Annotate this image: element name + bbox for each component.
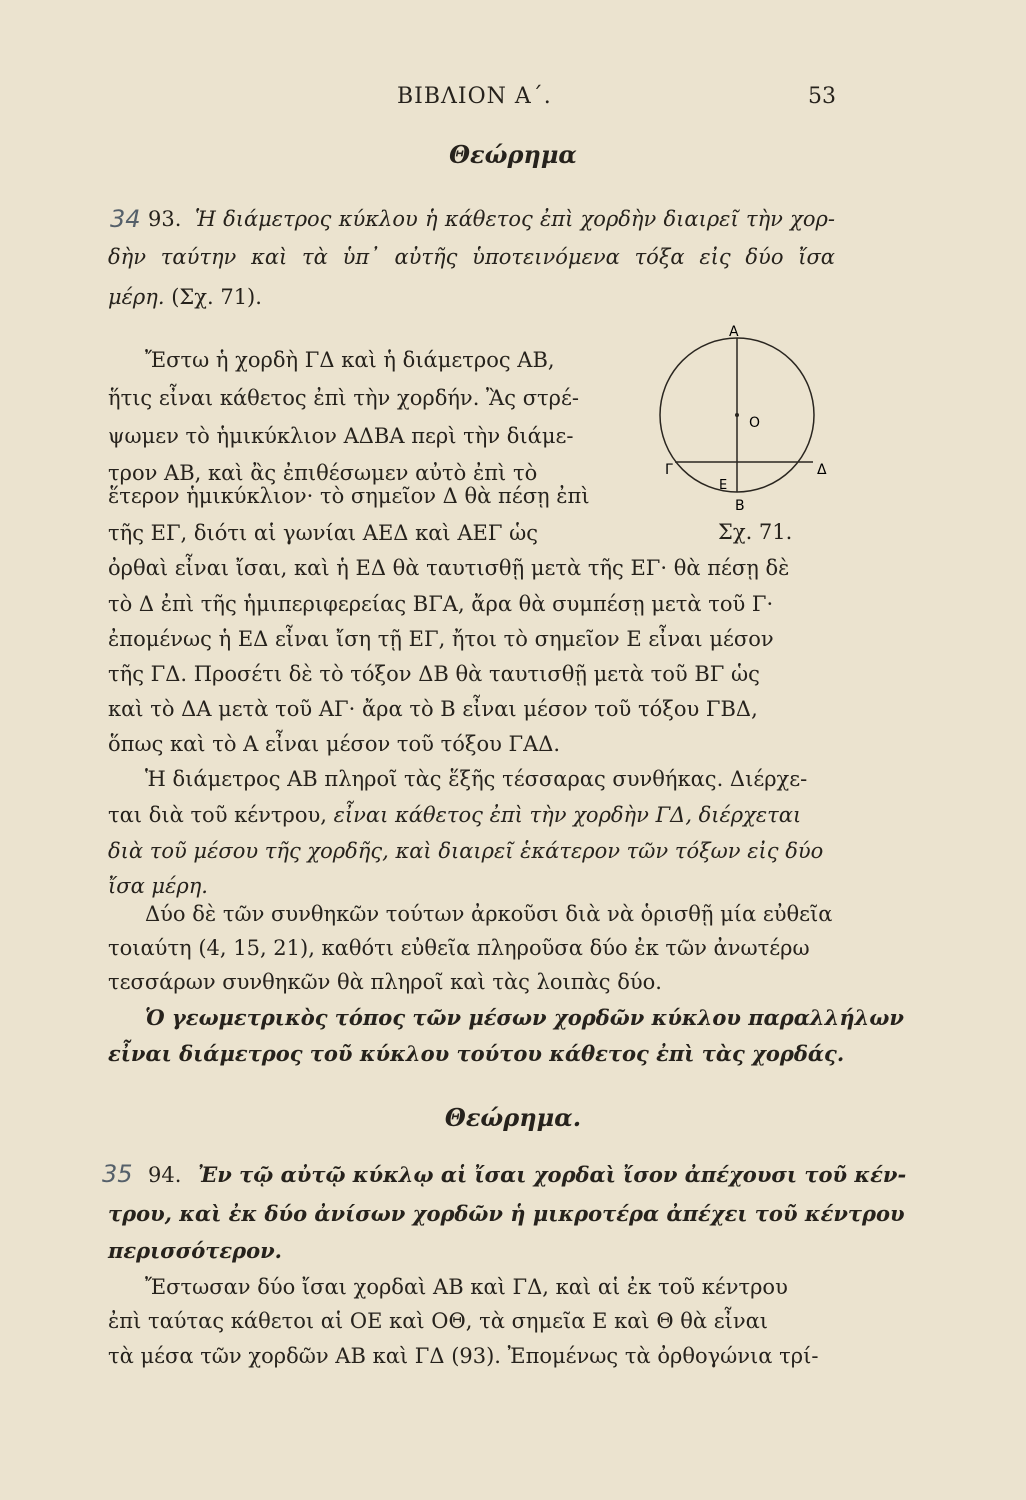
theorem-heading: Θεώρημα — [449, 140, 577, 169]
proof-line: Ἔστωσαν δύο ἴσαι χορδαὶ ΑΒ καὶ ΓΔ, καὶ αἱ ἐκ τοῦ κέντρου — [145, 1275, 788, 1299]
proof-line: τῆς ΓΔ. Προσέτι δὲ τὸ τόξον ΔΒ θὰ ταυτισθῇ μετὰ τοῦ ΒΓ ὡς — [108, 662, 760, 686]
remark-line: Δύο δὲ τῶν συνθηκῶν τούτων ἀρκοῦσι διὰ νὰ ὁρισθῇ μία εὐθεῖα — [145, 902, 833, 926]
proof-line: τῆς ΕΓ, διότι αἱ γωνίαι ΑΕΔ καὶ ΑΕΓ ὡς — [108, 521, 538, 545]
proof-line: ἐπὶ ταύτας κάθετοι αἱ ΟΕ καὶ ΟΘ, τὰ σημεῖα Ε καὶ Θ θὰ εἶναι — [108, 1309, 769, 1333]
conclusion-line: ἴσα μέρη. — [108, 874, 208, 898]
theorem-statement-line: τρου, καὶ ἐκ δύο ἀνίσων χορδῶν ἡ μικροτέρα ἀπέχει τοῦ κέντρου — [108, 1201, 905, 1226]
proof-line: τὸ Δ ἐπὶ τῆς ἡμιπεριφερείας ΒΓΑ, ἄρα θὰ συμπέσῃ μετὰ τοῦ Γ· — [108, 592, 774, 616]
locus-statement: εἶναι διάμετρος τοῦ κύκλου τούτου κάθετος ἐπὶ τὰς χορδάς. — [108, 1041, 845, 1066]
label-O: Ο — [749, 415, 761, 431]
conclusion-line: διὰ τοῦ μέσου τῆς χορδῆς, καὶ διαιρεῖ ἑκάτερον τῶν τόξων εἰς δύο — [108, 839, 824, 863]
proof-line: ἕτερον ἡμικύκλιον· τὸ σημεῖον Δ θὰ πέσῃ ἐπὶ — [108, 484, 590, 508]
proof-line: τρον ΑΒ, καὶ ἂς ἐπιθέσωμεν αὐτὸ ἐπὶ τὸ — [108, 461, 538, 485]
conclusion-italic: εἶναι κάθετος ἐπὶ τὴν χορδὴν ΓΔ, διέρχεται — [333, 803, 802, 827]
conclusion-line: Ἡ διάμετρος ΑΒ πληροῖ τὰς ἕξῆς τέσσαρας συνθήκας. Διέρχε- — [145, 767, 808, 791]
theorem-statement-line: περισσότερον. — [108, 1238, 282, 1263]
label-E: Ε — [719, 478, 728, 493]
proof-line: καὶ τὸ ΔΑ μετὰ τοῦ ΑΓ· ἄρα τὸ Β εἶναι μέσον τοῦ τόξου ΓΒΔ, — [108, 697, 758, 721]
conclusion-plain: ται διὰ τοῦ κέντρου, — [108, 803, 327, 827]
proof-line: ψωμεν τὸ ἡμικύκλιον ΑΔΒΑ περὶ τὴν διάμε- — [108, 424, 574, 448]
theorem-statement-line: Ἡ διάμετρος κύκλου ἡ κάθετος ἐπὶ χορδὴν διαιρεῖ τὴν χορ- — [195, 207, 835, 231]
proof-line: ὅπως καὶ τὸ Α εἶναι μέσον τοῦ τόξου ΓΑΔ. — [108, 732, 561, 756]
proof-line: ἐπομένως ἡ ΕΔ εἶναι ἴση τῇ ΕΓ, ἤτοι τὸ σημεῖον Ε εἶναι μέσον — [108, 627, 774, 651]
center-point — [735, 413, 739, 417]
label-B: Β — [735, 498, 745, 514]
theorem-number: 93. — [148, 207, 182, 231]
proof-line: ὀρθαὶ εἶναι ἴσαι, καὶ ἡ ΕΔ θὰ ταυτισθῇ μετὰ τῆς ΕΓ· θὰ πέσῃ δὲ — [108, 556, 790, 580]
page-number: 53 — [808, 84, 836, 109]
label-D: Δ — [817, 462, 827, 478]
theorem-statement-line: μέρη. — [108, 285, 165, 309]
theorem-number: 94. — [148, 1163, 182, 1187]
running-header: ΒΙΒΛΙΟΝ Α΄. — [397, 84, 552, 109]
proof-line: ἥτις εἶναι κάθετος ἐπὶ τὴν χορδήν. Ἂς στρέ- — [108, 386, 579, 410]
proof-line: Ἔστω ἡ χορδὴ ΓΔ καὶ ἡ διάμετρος ΑΒ, — [145, 348, 555, 372]
figure-caption: Σχ. 71. — [718, 520, 793, 544]
figure-reference: (Σχ. 71). — [171, 285, 262, 309]
proof-line: τὰ μέσα τῶν χορδῶν ΑΒ καὶ ΓΔ (93). Ἐπομένως τὰ ὀρθογώνια τρί- — [108, 1344, 819, 1368]
remark-line: τοιαύτη (4, 15, 21), καθότι εὐθεῖα πληροῦσα δύο ἐκ τῶν ἀνωτέρω — [108, 936, 810, 960]
label-G: Γ — [665, 462, 673, 478]
margin-annotation: 34 — [110, 205, 141, 233]
theorem-heading: Θεώρημα. — [444, 1103, 582, 1132]
theorem-statement-line: δὴν ταύτην καὶ τὰ ὑπ᾽ αὐτῆς ὑποτεινόμενα τόξα εἰς δύο ἴσα — [108, 245, 835, 269]
margin-annotation: 35 — [102, 1160, 133, 1188]
figure-71 — [645, 320, 845, 520]
label-A: Α — [729, 324, 739, 340]
theorem-statement-last — [108, 282, 262, 312]
theorem-statement-line: Ἐν τῷ αὐτῷ κύκλῳ αἱ ἴσαι χορδαὶ ἴσον ἀπέχουσι τοῦ κέν- — [198, 1162, 907, 1187]
locus-statement: Ὁ γεωμετρικὸς τόπος τῶν μέσων χορδῶν κύκλου παραλλήλων — [145, 1005, 904, 1030]
remark-line: τεσσάρων συνθηκῶν θὰ πληροῖ καὶ τὰς λοιπὰς δύο. — [108, 970, 662, 994]
conclusion-line — [108, 800, 801, 830]
